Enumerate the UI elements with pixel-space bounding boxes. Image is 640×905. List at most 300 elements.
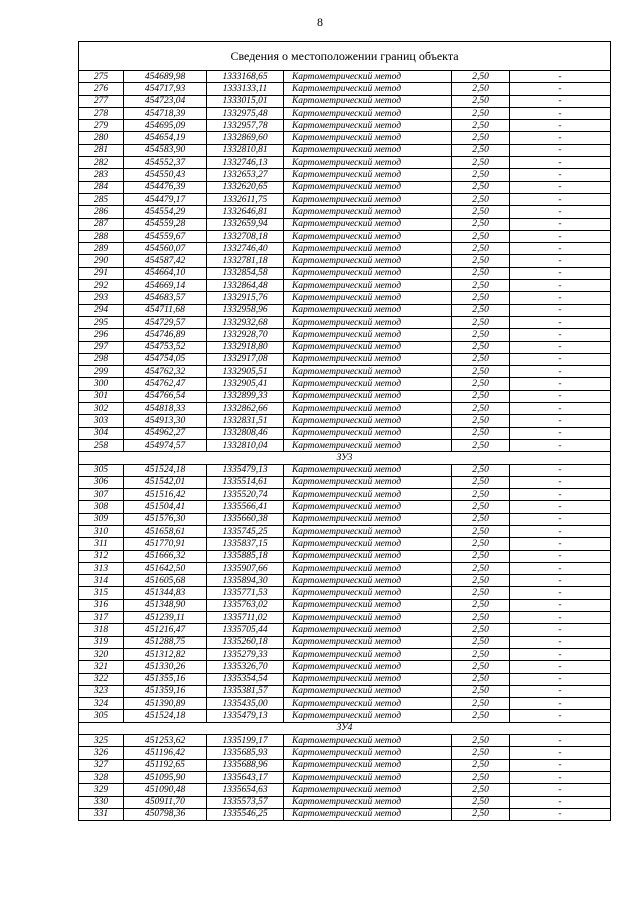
point-number: 317 [79,612,124,624]
coord-x: 454729,57 [124,316,207,328]
table-row [79,796,611,808]
description-cell: - [510,648,611,660]
description-cell: - [510,735,611,747]
coord-y: 1335745,25 [207,525,284,537]
coord-y: 1332958,96 [207,304,284,316]
description-cell: - [510,181,611,193]
method-cell: Картометрический метод [284,169,452,181]
table-row [79,771,611,783]
coord-y: 1335705,44 [207,624,284,636]
point-number: 289 [79,243,124,255]
point-number: 300 [79,378,124,390]
coord-y: 1332659,94 [207,218,284,230]
point-number: 307 [79,489,124,501]
accuracy-cell: 2,50 [452,661,510,673]
description-cell: - [510,193,611,205]
description-cell: - [510,157,611,169]
method-cell: Картометрический метод [284,353,452,365]
table-row [79,415,611,427]
table-row [79,439,611,451]
coord-x: 454479,17 [124,193,207,205]
coord-y: 1332810,81 [207,144,284,156]
description-cell: - [510,771,611,783]
table-row [79,144,611,156]
coord-x: 451253,62 [124,735,207,747]
accuracy-cell: 2,50 [452,292,510,304]
accuracy-cell: 2,50 [452,95,510,107]
coord-x: 454554,29 [124,206,207,218]
description-cell: - [510,501,611,513]
point-number: 295 [79,316,124,328]
method-cell: Картометрический метод [284,280,452,292]
description-cell: - [510,489,611,501]
coord-y: 1335520,74 [207,489,284,501]
accuracy-cell: 2,50 [452,218,510,230]
coord-y: 1332975,48 [207,107,284,119]
description-cell: - [510,329,611,341]
method-cell: Картометрический метод [284,673,452,685]
description-cell: - [510,280,611,292]
coord-y: 1335546,25 [207,808,284,820]
coord-y: 1335685,93 [207,747,284,759]
coord-x: 454962,27 [124,427,207,439]
table-row [79,255,611,267]
point-number: 285 [79,193,124,205]
point-number: 331 [79,808,124,820]
point-number: 305 [79,710,124,722]
point-number: 294 [79,304,124,316]
description-cell: - [510,673,611,685]
point-number: 293 [79,292,124,304]
point-number: 292 [79,280,124,292]
coord-x: 454550,43 [124,169,207,181]
table-title: Сведения о местоположении границ объекта [79,42,611,71]
coord-x: 454718,39 [124,107,207,119]
accuracy-cell: 2,50 [452,169,510,181]
description-cell: - [510,587,611,599]
coord-y: 1332831,51 [207,415,284,427]
point-number: 290 [79,255,124,267]
coord-y: 1335479,13 [207,464,284,476]
coord-y: 1332653,27 [207,169,284,181]
accuracy-cell: 2,50 [452,489,510,501]
table-row [79,427,611,439]
table-row [79,157,611,169]
table-row [79,243,611,255]
accuracy-cell: 2,50 [452,550,510,562]
coord-y: 1332620,65 [207,181,284,193]
coord-x: 451288,75 [124,636,207,648]
method-cell: Картометрический метод [284,575,452,587]
table-row [79,624,611,636]
table-row [79,698,611,710]
description-cell: - [510,685,611,697]
method-cell: Картометрический метод [284,378,452,390]
method-cell: Картометрический метод [284,612,452,624]
method-cell: Картометрический метод [284,624,452,636]
coord-y: 1332918,80 [207,341,284,353]
description-cell: - [510,353,611,365]
description-cell: - [510,316,611,328]
point-number: 329 [79,784,124,796]
coord-x: 451355,16 [124,673,207,685]
description-cell: - [510,538,611,550]
method-cell: Картометрический метод [284,439,452,451]
coord-x: 451348,90 [124,599,207,611]
method-cell: Картометрический метод [284,107,452,119]
point-number: 277 [79,95,124,107]
table-row [79,735,611,747]
accuracy-cell: 2,50 [452,107,510,119]
accuracy-cell: 2,50 [452,181,510,193]
point-number: 322 [79,673,124,685]
coord-y: 1332915,76 [207,292,284,304]
table-row [79,169,611,181]
description-cell: - [510,378,611,390]
coord-y: 1335573,57 [207,796,284,808]
method-cell: Картометрический метод [284,230,452,242]
coord-y: 1332957,78 [207,120,284,132]
table-row [79,218,611,230]
coord-x: 454723,04 [124,95,207,107]
coord-y: 1332905,51 [207,366,284,378]
accuracy-cell: 2,50 [452,808,510,820]
coord-y: 1332808,46 [207,427,284,439]
coord-y: 1333015,01 [207,95,284,107]
point-number: 321 [79,661,124,673]
coord-y: 1335654,63 [207,784,284,796]
coord-y: 1332928,70 [207,329,284,341]
accuracy-cell: 2,50 [452,648,510,660]
table-row [79,636,611,648]
table-row [79,550,611,562]
table-row [79,612,611,624]
table-row [79,304,611,316]
point-number: 296 [79,329,124,341]
description-cell: - [510,218,611,230]
point-number: 287 [79,218,124,230]
accuracy-cell: 2,50 [452,83,510,95]
table-row [79,341,611,353]
coord-x: 454753,52 [124,341,207,353]
coord-x: 454689,98 [124,71,207,83]
point-number: 314 [79,575,124,587]
coord-y: 1332864,48 [207,280,284,292]
point-number: 301 [79,390,124,402]
point-number: 319 [79,636,124,648]
method-cell: Картометрический метод [284,218,452,230]
accuracy-cell: 2,50 [452,501,510,513]
table-row [79,83,611,95]
accuracy-cell: 2,50 [452,341,510,353]
method-cell: Картометрический метод [284,784,452,796]
coord-y: 1332905,41 [207,378,284,390]
coord-y: 1335199,17 [207,735,284,747]
accuracy-cell: 2,50 [452,538,510,550]
accuracy-cell: 2,50 [452,144,510,156]
table-row [79,267,611,279]
description-cell: - [510,476,611,488]
method-cell: Картометрический метод [284,710,452,722]
coord-x: 454974,57 [124,439,207,451]
coord-x: 454559,67 [124,230,207,242]
coord-x: 451312,82 [124,648,207,660]
coord-x: 454818,33 [124,403,207,415]
coord-y: 1335566,41 [207,501,284,513]
accuracy-cell: 2,50 [452,562,510,574]
method-cell: Картометрический метод [284,562,452,574]
accuracy-cell: 2,50 [452,464,510,476]
coord-y: 1335763,02 [207,599,284,611]
accuracy-cell: 2,50 [452,685,510,697]
coord-y: 1335435,00 [207,698,284,710]
coord-y: 1335688,96 [207,759,284,771]
point-number: 304 [79,427,124,439]
point-number: 288 [79,230,124,242]
table-row [79,685,611,697]
table-row [79,673,611,685]
method-cell: Картометрический метод [284,538,452,550]
coord-y: 1332708,18 [207,230,284,242]
coord-y: 1332869,60 [207,132,284,144]
accuracy-cell: 2,50 [452,390,510,402]
description-cell: - [510,292,611,304]
method-cell: Картометрический метод [284,95,452,107]
boundary-table [78,41,611,821]
coord-x: 451542,01 [124,476,207,488]
description-cell: - [510,636,611,648]
coord-y: 1333133,11 [207,83,284,95]
point-number: 281 [79,144,124,156]
accuracy-cell: 2,50 [452,587,510,599]
coord-y: 1335907,66 [207,562,284,574]
description-cell: - [510,796,611,808]
coord-y: 1332862,66 [207,403,284,415]
table-row [79,107,611,119]
method-cell: Картометрический метод [284,685,452,697]
accuracy-cell: 2,50 [452,157,510,169]
description-cell: - [510,513,611,525]
table-row [79,476,611,488]
point-number: 279 [79,120,124,132]
point-number: 258 [79,439,124,451]
accuracy-cell: 2,50 [452,120,510,132]
point-number: 325 [79,735,124,747]
table-row [79,648,611,660]
point-number: 311 [79,538,124,550]
point-number: 299 [79,366,124,378]
accuracy-cell: 2,50 [452,280,510,292]
coord-y: 1335885,18 [207,550,284,562]
coord-y: 1332781,18 [207,255,284,267]
point-number: 318 [79,624,124,636]
method-cell: Картометрический метод [284,206,452,218]
accuracy-cell: 2,50 [452,673,510,685]
coord-y: 1332932,68 [207,316,284,328]
coord-x: 454587,42 [124,255,207,267]
description-cell: - [510,107,611,119]
coord-y: 1335660,38 [207,513,284,525]
accuracy-cell: 2,50 [452,513,510,525]
coord-x: 454683,57 [124,292,207,304]
description-cell: - [510,759,611,771]
method-cell: Картометрический метод [284,513,452,525]
accuracy-cell: 2,50 [452,525,510,537]
coord-x: 451524,18 [124,464,207,476]
description-cell: - [510,304,611,316]
description-cell: - [510,144,611,156]
accuracy-cell: 2,50 [452,476,510,488]
method-cell: Картометрический метод [284,193,452,205]
table-row [79,366,611,378]
section-label: ЗУ4 [79,722,611,734]
method-cell: Картометрический метод [284,341,452,353]
coord-y: 1335643,17 [207,771,284,783]
table-row [79,575,611,587]
method-cell: Картометрический метод [284,267,452,279]
accuracy-cell: 2,50 [452,636,510,648]
description-cell: - [510,624,611,636]
point-number: 283 [79,169,124,181]
accuracy-cell: 2,50 [452,759,510,771]
table-row [79,661,611,673]
method-cell: Картометрический метод [284,808,452,820]
description-cell: - [510,439,611,451]
method-cell: Картометрический метод [284,501,452,513]
table-row [79,599,611,611]
description-cell: - [510,120,611,132]
point-number: 276 [79,83,124,95]
accuracy-cell: 2,50 [452,796,510,808]
description-cell: - [510,83,611,95]
accuracy-cell: 2,50 [452,612,510,624]
coord-y: 1335771,53 [207,587,284,599]
table-row [79,95,611,107]
coord-x: 451504,41 [124,501,207,513]
table-row [79,316,611,328]
coord-x: 454717,93 [124,83,207,95]
table-row [79,759,611,771]
description-cell: - [510,341,611,353]
point-number: 302 [79,403,124,415]
accuracy-cell: 2,50 [452,206,510,218]
accuracy-cell: 2,50 [452,624,510,636]
accuracy-cell: 2,50 [452,427,510,439]
description-cell: - [510,390,611,402]
description-cell: - [510,415,611,427]
method-cell: Картометрический метод [284,292,452,304]
coord-y: 1332917,08 [207,353,284,365]
description-cell: - [510,575,611,587]
description-cell: - [510,132,611,144]
description-cell: - [510,71,611,83]
table-row [79,525,611,537]
coord-x: 451576,30 [124,513,207,525]
table-row [79,132,611,144]
table-row [79,747,611,759]
coord-x: 451192,65 [124,759,207,771]
coord-x: 451524,18 [124,710,207,722]
accuracy-cell: 2,50 [452,255,510,267]
table-row [79,501,611,513]
method-cell: Картометрический метод [284,427,452,439]
coord-x: 451390,89 [124,698,207,710]
point-number: 284 [79,181,124,193]
method-cell: Картометрический метод [284,390,452,402]
method-cell: Картометрический метод [284,181,452,193]
method-cell: Картометрический метод [284,132,452,144]
point-number: 303 [79,415,124,427]
description-cell: - [510,206,611,218]
accuracy-cell: 2,50 [452,71,510,83]
coord-x: 451359,16 [124,685,207,697]
coord-x: 454913,30 [124,415,207,427]
description-cell: - [510,698,611,710]
table-row [79,464,611,476]
coord-x: 450798,36 [124,808,207,820]
method-cell: Картометрический метод [284,550,452,562]
description-cell: - [510,403,611,415]
coord-y: 1332746,40 [207,243,284,255]
method-cell: Картометрический метод [284,771,452,783]
description-cell: - [510,464,611,476]
table-row [79,230,611,242]
point-number: 324 [79,698,124,710]
accuracy-cell: 2,50 [452,415,510,427]
coord-x: 451666,32 [124,550,207,562]
method-cell: Картометрический метод [284,636,452,648]
method-cell: Картометрический метод [284,489,452,501]
table-row [79,292,611,304]
coord-x: 454664,10 [124,267,207,279]
point-number: 312 [79,550,124,562]
coord-x: 454766,54 [124,390,207,402]
table-row [79,513,611,525]
coord-y: 1332646,81 [207,206,284,218]
point-number: 308 [79,501,124,513]
description-cell: - [510,169,611,181]
accuracy-cell: 2,50 [452,329,510,341]
coord-x: 454746,89 [124,329,207,341]
method-cell: Картометрический метод [284,304,452,316]
method-cell: Картометрический метод [284,587,452,599]
method-cell: Картометрический метод [284,759,452,771]
accuracy-cell: 2,50 [452,304,510,316]
method-cell: Картометрический метод [284,661,452,673]
page-number: 8 [317,15,323,29]
method-cell: Картометрический метод [284,415,452,427]
accuracy-cell: 2,50 [452,747,510,759]
point-number: 313 [79,562,124,574]
accuracy-cell: 2,50 [452,735,510,747]
table-header-row [79,42,611,71]
coord-x: 454552,37 [124,157,207,169]
accuracy-cell: 2,50 [452,267,510,279]
method-cell: Картометрический метод [284,648,452,660]
point-number: 305 [79,464,124,476]
point-number: 316 [79,599,124,611]
coord-x: 451605,68 [124,575,207,587]
point-number: 330 [79,796,124,808]
coord-x: 451239,11 [124,612,207,624]
description-cell: - [510,427,611,439]
coord-y: 1335711,02 [207,612,284,624]
coord-x: 454762,47 [124,378,207,390]
method-cell: Картометрический метод [284,464,452,476]
table-row [79,562,611,574]
coord-y: 1335381,57 [207,685,284,697]
point-number: 310 [79,525,124,537]
